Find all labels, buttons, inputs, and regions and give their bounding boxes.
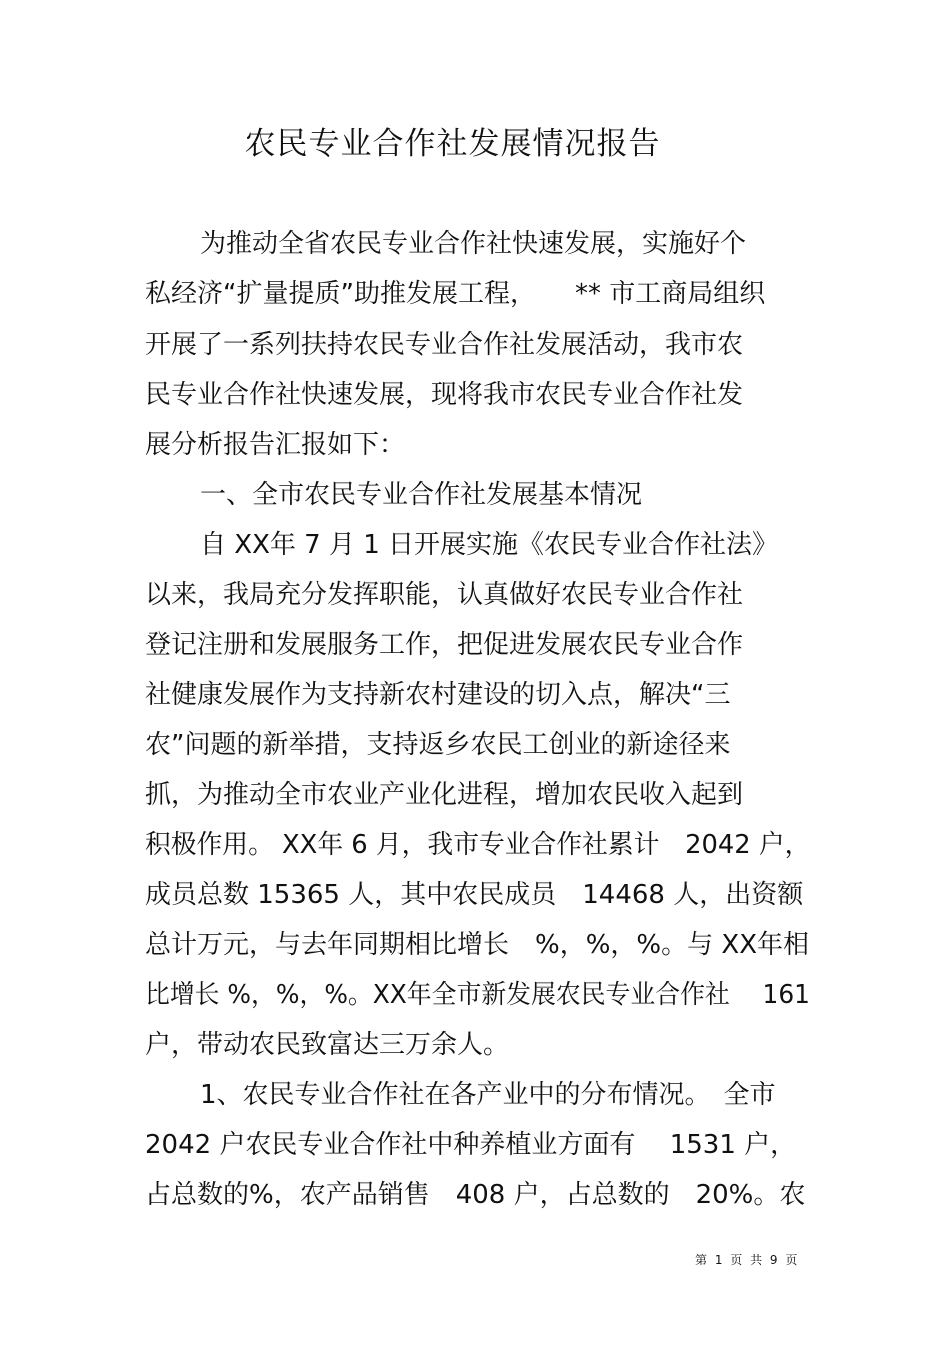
paragraph-line: 登记注册和发展服务工作，把促进发展农民专业合作 [145, 630, 744, 660]
paragraph-line: 开展了一系列扶持农民专业合作社发展活动，我市农 [145, 330, 744, 360]
paragraph-line: 积极作用。 XX年 6 月，我市专业合作社累计 2042 户， [145, 830, 811, 860]
paragraph-line: 私经济“扩量提质”助推发展工程， ** 市工商局组织 [145, 279, 766, 309]
paragraph-line: 2042 户农民专业合作社中种养植业方面有 1531 户， [145, 1130, 797, 1160]
paragraph-line: 自 XX年 7 月 1 日开展实施《农民专业合作社法》 [200, 530, 779, 560]
paragraph-line: 农”问题的新举措，支持返乡农民工创业的新途径来 [145, 730, 731, 760]
paragraph-line: 成员总数 15365 人，其中农民成员 14468 人，出资额 [145, 880, 804, 910]
paragraph-line: 抓，为推动全市农业产业化进程，增加农民收入起到 [145, 780, 744, 810]
paragraph-line: 1、农民专业合作社在各产业中的分布情况。 全市 [200, 1080, 776, 1110]
paragraph-line: 总计万元，与去年同期相比增长 %，%，%。与 XX年相 [145, 930, 810, 960]
paragraph-line: 占总数的%，农产品销售 408 户，占总数的 20%。农 [145, 1180, 806, 1210]
paragraph-line: 社健康发展作为支持新农村建设的切入点，解决“三 [145, 680, 731, 710]
section-heading: 一、全市农民专业合作社发展基本情况 [200, 480, 643, 510]
paragraph-line: 比增长 %，%，%。XX年全市新发展农民专业合作社 161 [145, 980, 810, 1010]
paragraph-line: 以来，我局充分发挥职能，认真做好农民专业合作社 [145, 580, 744, 610]
page-footer: 第 1 页 共 9 页 [695, 1253, 800, 1267]
paragraph-line: 展分析报告汇报如下： [145, 430, 406, 460]
paragraph-line: 户，带动农民致富达三万余人。 [145, 1030, 510, 1060]
document-title: 农民专业合作社发展情况报告 [244, 126, 661, 162]
paragraph-line: 民专业合作社快速发展，现将我市农民专业合作社发 [145, 380, 744, 410]
paragraph-line: 为推动全省农民专业合作社快速发展，实施好个 [200, 229, 747, 259]
